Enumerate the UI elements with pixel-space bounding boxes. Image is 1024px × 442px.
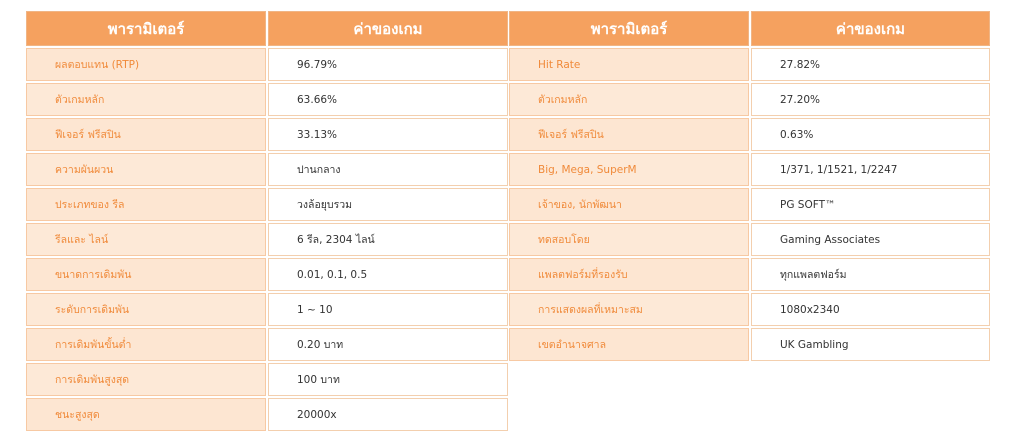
- header-game-value: ค่าของเกม: [268, 11, 508, 46]
- param-value: 6 รีล, 2304 ไลน์: [268, 223, 508, 256]
- table-row: [509, 258, 990, 291]
- param-value: 96.79%: [268, 48, 508, 81]
- table-row: [509, 293, 990, 326]
- table-row: [509, 118, 990, 151]
- param-value: 27.82%: [751, 48, 990, 81]
- table-row: [26, 48, 508, 81]
- param-value: 0.63%: [751, 118, 990, 151]
- param-label: ประเภทของ รีล: [26, 188, 266, 221]
- param-label: แพลตฟอร์มที่รองรับ: [509, 258, 749, 291]
- table-row: [26, 153, 508, 186]
- param-label: การเดิมพันขั้นต่ำ: [26, 328, 266, 361]
- param-label: เขตอำนาจศาล: [509, 328, 749, 361]
- param-value: 1 ~ 10: [268, 293, 508, 326]
- param-value: 33.13%: [268, 118, 508, 151]
- param-label: ขนาดการเดิมพัน: [26, 258, 266, 291]
- spec-table-right: [507, 9, 992, 363]
- table-row: [26, 328, 508, 361]
- param-label: ตัวเกมหลัก: [26, 83, 266, 116]
- header-game-value: ค่าของเกม: [751, 11, 990, 46]
- param-label: ผลตอบแทน (RTP): [26, 48, 266, 81]
- param-label: ระดับการเดิมพัน: [26, 293, 266, 326]
- table-row: [509, 188, 990, 221]
- param-label: Big, Mega, SuperM: [509, 153, 749, 186]
- param-value: 20000x: [268, 398, 508, 431]
- param-value: 100 บาท: [268, 363, 508, 396]
- table-header-row: [509, 11, 990, 46]
- param-value: 27.20%: [751, 83, 990, 116]
- param-label: ฟีเจอร์ ฟรีสปิน: [26, 118, 266, 151]
- table-row: [26, 293, 508, 326]
- table-row: [509, 328, 990, 361]
- param-value: 1/371, 1/1521, 1/2247: [751, 153, 990, 186]
- param-value: 0.20 บาท: [268, 328, 508, 361]
- header-parameter: พารามิเตอร์: [26, 11, 266, 46]
- header-parameter: พารามิเตอร์: [509, 11, 749, 46]
- table-row: [509, 83, 990, 116]
- table-row: [26, 258, 508, 291]
- param-label: การแสดงผลที่เหมาะสม: [509, 293, 749, 326]
- param-label: เจ้าของ, นักพัฒนา: [509, 188, 749, 221]
- param-value: 63.66%: [268, 83, 508, 116]
- param-label: ฟีเจอร์ ฟรีสปิน: [509, 118, 749, 151]
- param-value: ทุกแพลตฟอร์ม: [751, 258, 990, 291]
- table-row: [26, 223, 508, 256]
- table-row: [26, 83, 508, 116]
- param-label: ชนะสูงสุด: [26, 398, 266, 431]
- param-label: รีลและ ไลน์: [26, 223, 266, 256]
- table-row: [26, 188, 508, 221]
- table-row: [26, 363, 508, 396]
- table-row: [509, 223, 990, 256]
- table-row: [509, 153, 990, 186]
- param-label: ทดสอบโดย: [509, 223, 749, 256]
- param-value: Gaming Associates: [751, 223, 990, 256]
- param-value: UK Gambling: [751, 328, 990, 361]
- table-row: [26, 398, 508, 431]
- table-row: [26, 118, 508, 151]
- param-value: วงล้อยุบรวม: [268, 188, 508, 221]
- param-value: 0.01, 0.1, 0.5: [268, 258, 508, 291]
- param-value: PG SOFT™: [751, 188, 990, 221]
- param-label: การเดิมพันสูงสุด: [26, 363, 266, 396]
- param-value: 1080x2340: [751, 293, 990, 326]
- param-label: ความผันผวน: [26, 153, 266, 186]
- table-header-row: [26, 11, 508, 46]
- spec-table-left: [24, 9, 510, 433]
- param-label: Hit Rate: [509, 48, 749, 81]
- param-label: ตัวเกมหลัก: [509, 83, 749, 116]
- table-row: [509, 48, 990, 81]
- param-value: ปานกลาง: [268, 153, 508, 186]
